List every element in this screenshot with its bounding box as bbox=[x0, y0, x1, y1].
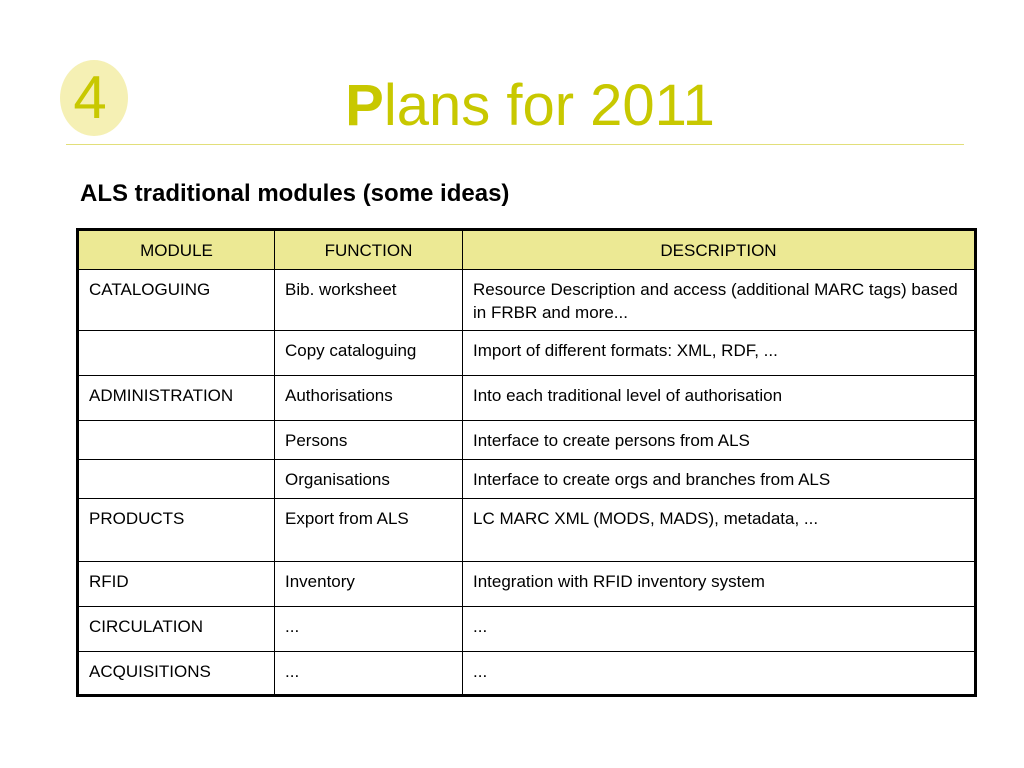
cell-module: CATALOGUING bbox=[78, 270, 275, 331]
cell-module: RFID bbox=[78, 562, 275, 607]
cell-function: Authorisations bbox=[275, 376, 463, 421]
cell-module bbox=[78, 460, 275, 499]
table-row bbox=[78, 652, 976, 696]
cell-module: ADMINISTRATION bbox=[78, 376, 275, 421]
table-row bbox=[78, 270, 976, 331]
cell-description: Import of different formats: XML, RDF, ... bbox=[463, 331, 976, 376]
cell-module bbox=[78, 331, 275, 376]
table-row bbox=[78, 376, 976, 421]
page-title-initial: P bbox=[345, 73, 384, 138]
cell-function: ... bbox=[275, 607, 463, 652]
table-row bbox=[78, 499, 976, 562]
cell-function: Inventory bbox=[275, 562, 463, 607]
modules-table bbox=[76, 228, 977, 697]
page-title-rest: lans for 2011 bbox=[383, 73, 715, 138]
table-header-row bbox=[78, 230, 976, 270]
title-divider bbox=[66, 144, 964, 145]
cell-function: Copy cataloguing bbox=[275, 331, 463, 376]
cell-description: ... bbox=[463, 607, 976, 652]
cell-function: Export from ALS bbox=[275, 499, 463, 562]
cell-description: ... bbox=[463, 652, 976, 696]
cell-function: Persons bbox=[275, 421, 463, 460]
cell-module bbox=[78, 421, 275, 460]
cell-description: Into each traditional level of authorisation bbox=[463, 376, 976, 421]
cell-description: Interface to create orgs and branches from ALS bbox=[463, 460, 976, 499]
cell-module: PRODUCTS bbox=[78, 499, 275, 562]
section-subtitle: ALS traditional modules (some ideas) bbox=[80, 180, 510, 207]
cell-description: Resource Description and access (additional MARC tags) based in FRBR and more... bbox=[463, 270, 976, 331]
cell-description: LC MARC XML (MODS, MADS), metadata, ... bbox=[463, 499, 976, 562]
table-row bbox=[78, 607, 976, 652]
table-row bbox=[78, 460, 976, 499]
table-row bbox=[78, 331, 976, 376]
cell-description: Integration with RFID inventory system bbox=[463, 562, 976, 607]
page-title bbox=[0, 68, 1024, 144]
cell-module: ACQUISITIONS bbox=[78, 652, 275, 696]
cell-function: Organisations bbox=[275, 460, 463, 499]
cell-function: ... bbox=[275, 652, 463, 696]
header-module: MODULE bbox=[78, 230, 275, 270]
header-description: DESCRIPTION bbox=[463, 230, 976, 270]
table-row bbox=[78, 421, 976, 460]
cell-function: Bib. worksheet bbox=[275, 270, 463, 331]
cell-description: Interface to create persons from ALS bbox=[463, 421, 976, 460]
header-function: FUNCTION bbox=[275, 230, 463, 270]
cell-module: CIRCULATION bbox=[78, 607, 275, 652]
table-row bbox=[78, 562, 976, 607]
slide-number: 4 bbox=[73, 64, 107, 131]
